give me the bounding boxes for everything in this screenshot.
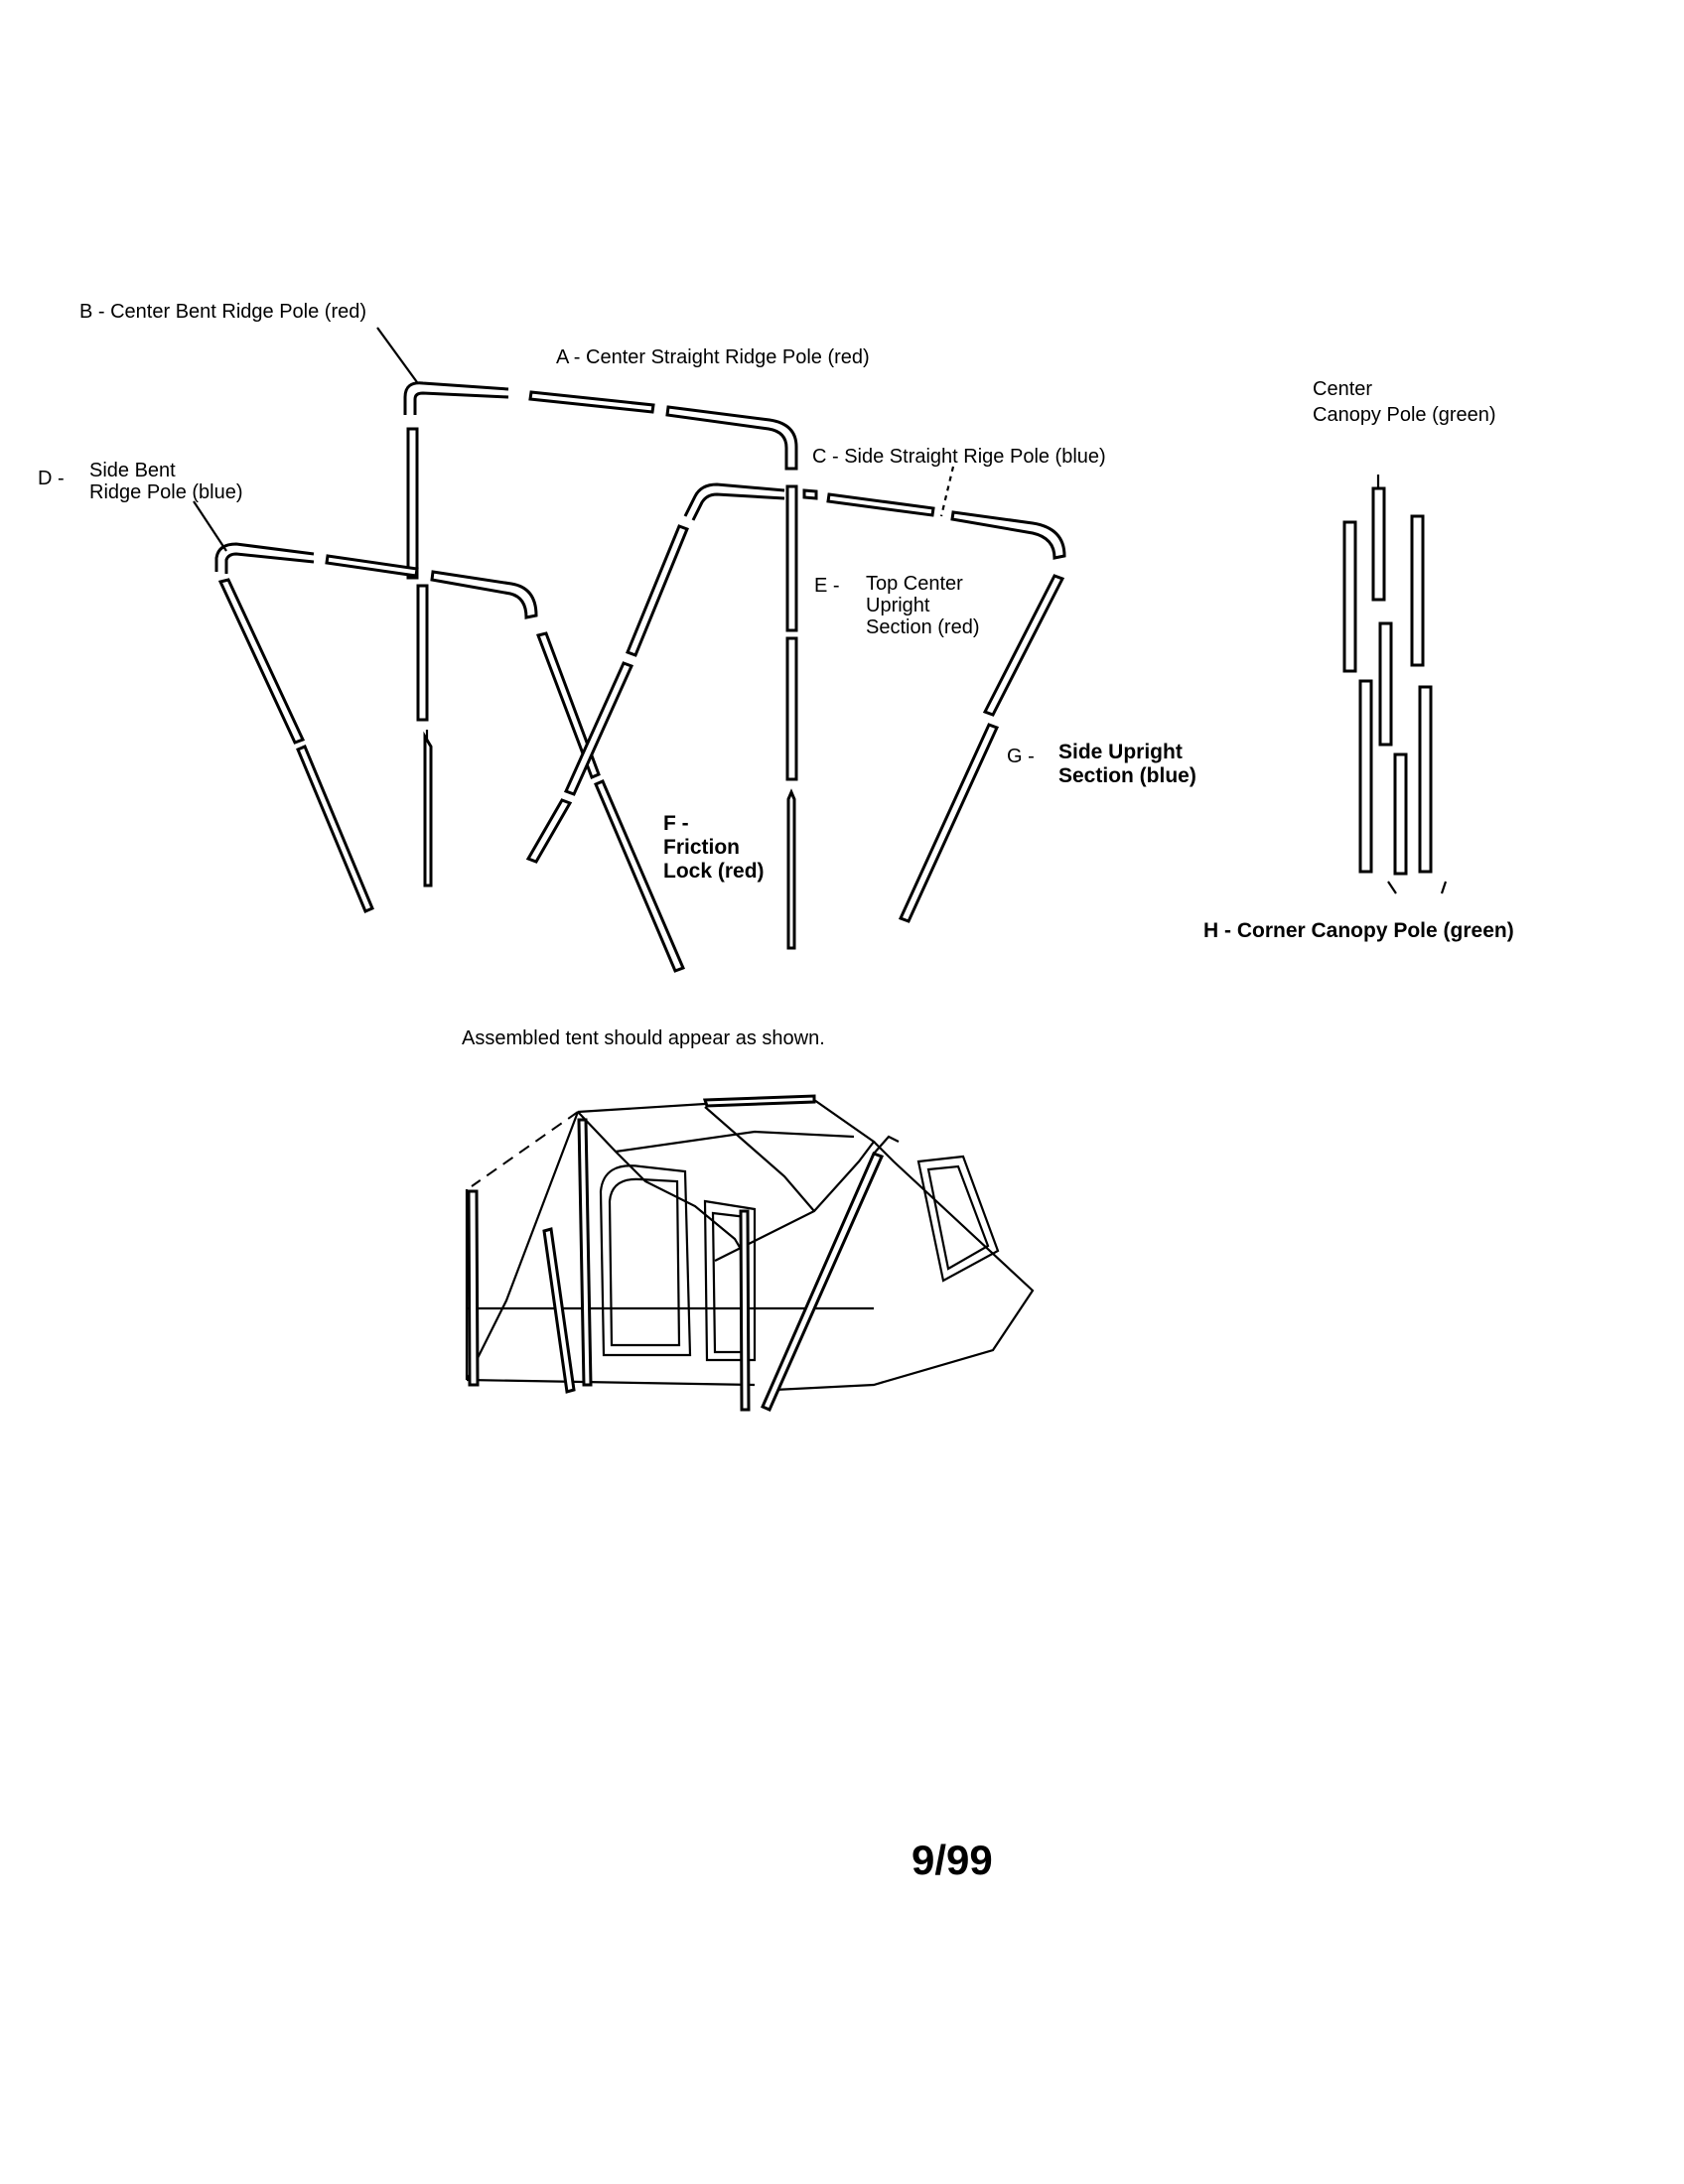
assembled-tent-illustration [467, 1096, 1033, 1410]
label-center-canopy-line1: Center [1313, 378, 1373, 400]
label-b-center-bent-ridge-pole: B - Center Bent Ridge Pole (red) [79, 301, 367, 323]
center-bent-ridge-pole-b [405, 383, 508, 415]
label-e-line3: Section (red) [866, 616, 980, 638]
label-g-line1: Side Upright [1058, 741, 1183, 763]
label-f-line2: Friction [663, 836, 740, 859]
label-c-side-straight-ridge-pole: C - Side Straight Rige Pole (blue) [812, 446, 1106, 468]
label-d-line2: Ridge Pole (blue) [89, 481, 243, 503]
page-number: 9/99 [912, 1837, 993, 1883]
label-d-prefix: D - [38, 468, 65, 489]
label-g-line2: Section (blue) [1058, 764, 1196, 787]
label-e-line1: Top Center [866, 573, 963, 595]
assembled-tent-caption: Assembled tent should appear as shown. [462, 1027, 825, 1049]
side-bent-ridge-pole-d [216, 544, 536, 617]
label-center-canopy-line2: Canopy Pole (green) [1313, 404, 1496, 426]
side-upright-left-leg [220, 580, 372, 911]
canopy-poles [1344, 475, 1431, 874]
center-straight-ridge-pole-a [530, 392, 796, 469]
leader-lines [194, 328, 1446, 893]
label-a-center-straight-ridge-pole: A - Center Straight Ridge Pole (red) [556, 346, 870, 368]
label-f-line1: F - [663, 812, 689, 835]
center-upright-left [408, 429, 431, 886]
label-e-line2: Upright [866, 595, 930, 616]
top-center-upright-section-e [787, 486, 796, 948]
label-d-line1: Side Bent [89, 460, 176, 481]
label-e-prefix: E - [814, 575, 840, 597]
label-h-corner-canopy-pole: H - Corner Canopy Pole (green) [1203, 919, 1514, 942]
label-g-prefix: G - [1007, 746, 1035, 767]
side-straight-ridge-pole-c [685, 484, 1064, 558]
label-f-line3: Lock (red) [663, 860, 765, 883]
